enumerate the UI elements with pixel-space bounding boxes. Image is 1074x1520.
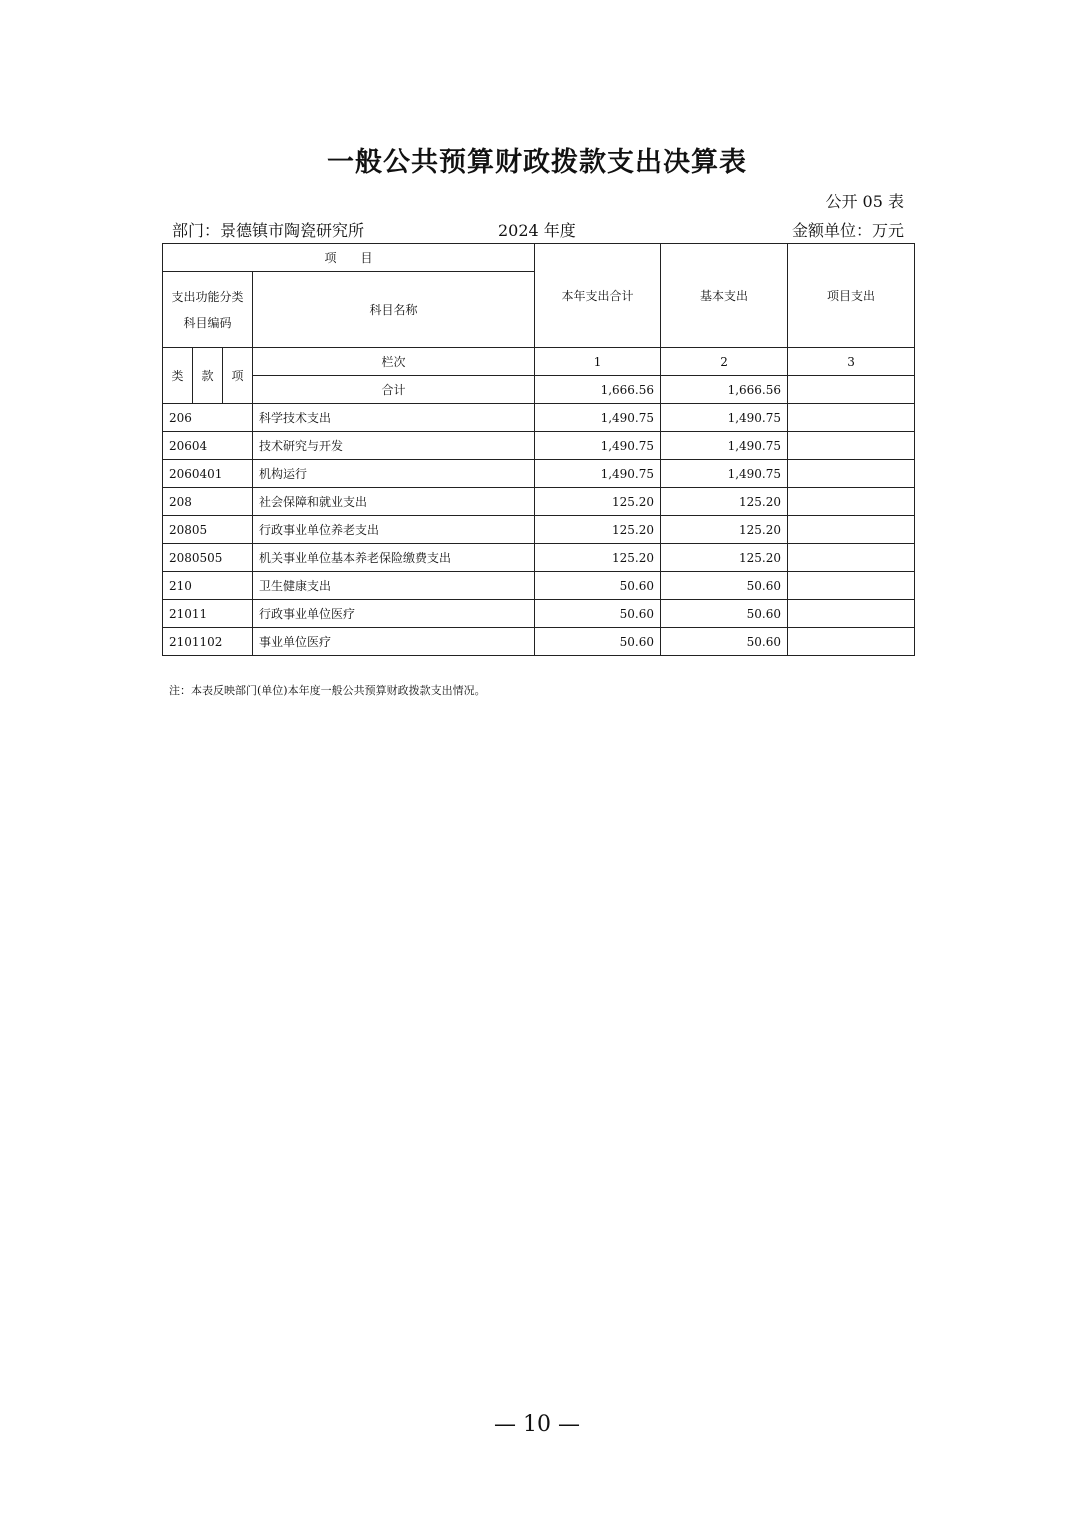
subject-name: 科学技术支出 — [253, 404, 535, 432]
table-row — [163, 544, 915, 572]
table-row — [163, 516, 915, 544]
subject-code: 20604 — [163, 432, 253, 460]
header-kuan: 款 — [193, 348, 223, 404]
header-lei: 类 — [163, 348, 193, 404]
subject-code: 206 — [163, 404, 253, 432]
table-row — [163, 432, 915, 460]
header-xiang: 项 — [223, 348, 253, 404]
subject-name: 行政事业单位养老支出 — [253, 516, 535, 544]
form-number: 公开 05 表 — [825, 192, 904, 211]
subject-name: 社会保障和就业支出 — [253, 488, 535, 516]
table-row — [163, 404, 915, 432]
subject-name: 事业单位医疗 — [253, 628, 535, 656]
amount-project — [788, 460, 915, 488]
table-row — [163, 460, 915, 488]
total-row — [163, 376, 915, 404]
amount-basic: 125.20 — [661, 544, 788, 572]
subject-code: 21011 — [163, 600, 253, 628]
amount-project — [788, 404, 915, 432]
total-basic: 1,666.56 — [661, 376, 788, 404]
subject-code: 210 — [163, 572, 253, 600]
total-amount: 1,666.56 — [535, 376, 661, 404]
table-row — [163, 600, 915, 628]
subject-code: 2080505 — [163, 544, 253, 572]
amount-project — [788, 488, 915, 516]
header-row-item — [163, 244, 915, 272]
amount-project — [788, 544, 915, 572]
total-project — [788, 376, 915, 404]
table-row — [163, 488, 915, 516]
header-row-column-index — [163, 348, 915, 376]
column-index-1: 1 — [535, 348, 661, 376]
amount-total: 1,490.75 — [535, 432, 661, 460]
header-item: 项 目 — [163, 244, 535, 272]
page-title: 一般公共预算财政拨款支出决算表 — [327, 147, 747, 178]
amount-total: 1,490.75 — [535, 460, 661, 488]
subject-code: 2101102 — [163, 628, 253, 656]
fiscal-year: 2024 年度 — [498, 221, 576, 240]
amount-total: 125.20 — [535, 544, 661, 572]
subject-name: 机构运行 — [253, 460, 535, 488]
expenditure-table — [162, 243, 915, 656]
subject-code: 20805 — [163, 516, 253, 544]
amount-basic: 1,490.75 — [661, 404, 788, 432]
column-index-3: 3 — [788, 348, 915, 376]
amount-total: 50.60 — [535, 600, 661, 628]
amount-total: 50.60 — [535, 572, 661, 600]
amount-basic: 125.20 — [661, 488, 788, 516]
amount-unit: 金额单位：万元 — [791, 221, 904, 240]
amount-project — [788, 572, 915, 600]
header-subject-name: 科目名称 — [253, 272, 535, 348]
amount-total: 50.60 — [535, 628, 661, 656]
amount-total: 1,490.75 — [535, 404, 661, 432]
amount-project — [788, 516, 915, 544]
page-number: — 10 — — [494, 1412, 580, 1437]
header-basic: 基本支出 — [661, 244, 788, 348]
amount-project — [788, 600, 915, 628]
amount-basic: 50.60 — [661, 600, 788, 628]
total-label: 合计 — [253, 376, 535, 404]
subject-name: 机关事业单位基本养老保险缴费支出 — [253, 544, 535, 572]
header-func-code: 支出功能分类科目编码 — [163, 272, 253, 348]
column-index-2: 2 — [661, 348, 788, 376]
amount-basic: 1,490.75 — [661, 432, 788, 460]
amount-total: 125.20 — [535, 516, 661, 544]
amount-basic: 50.60 — [661, 628, 788, 656]
subject-name: 行政事业单位医疗 — [253, 600, 535, 628]
amount-total: 125.20 — [535, 488, 661, 516]
amount-basic: 1,490.75 — [661, 460, 788, 488]
header-project: 项目支出 — [788, 244, 915, 348]
amount-project — [788, 628, 915, 656]
subject-name: 卫生健康支出 — [253, 572, 535, 600]
header-lanci: 栏次 — [253, 348, 535, 376]
amount-basic: 125.20 — [661, 516, 788, 544]
table-row — [163, 628, 915, 656]
amount-project — [788, 432, 915, 460]
table-note: 注：本表反映部门(单位)本年度一般公共预算财政拨款支出情况。 — [169, 684, 486, 697]
table-row — [163, 572, 915, 600]
subject-name: 技术研究与开发 — [253, 432, 535, 460]
amount-basic: 50.60 — [661, 572, 788, 600]
subject-code: 208 — [163, 488, 253, 516]
subject-code: 2060401 — [163, 460, 253, 488]
header-total: 本年支出合计 — [535, 244, 661, 348]
department-label: 部门：景德镇市陶瓷研究所 — [172, 221, 365, 240]
